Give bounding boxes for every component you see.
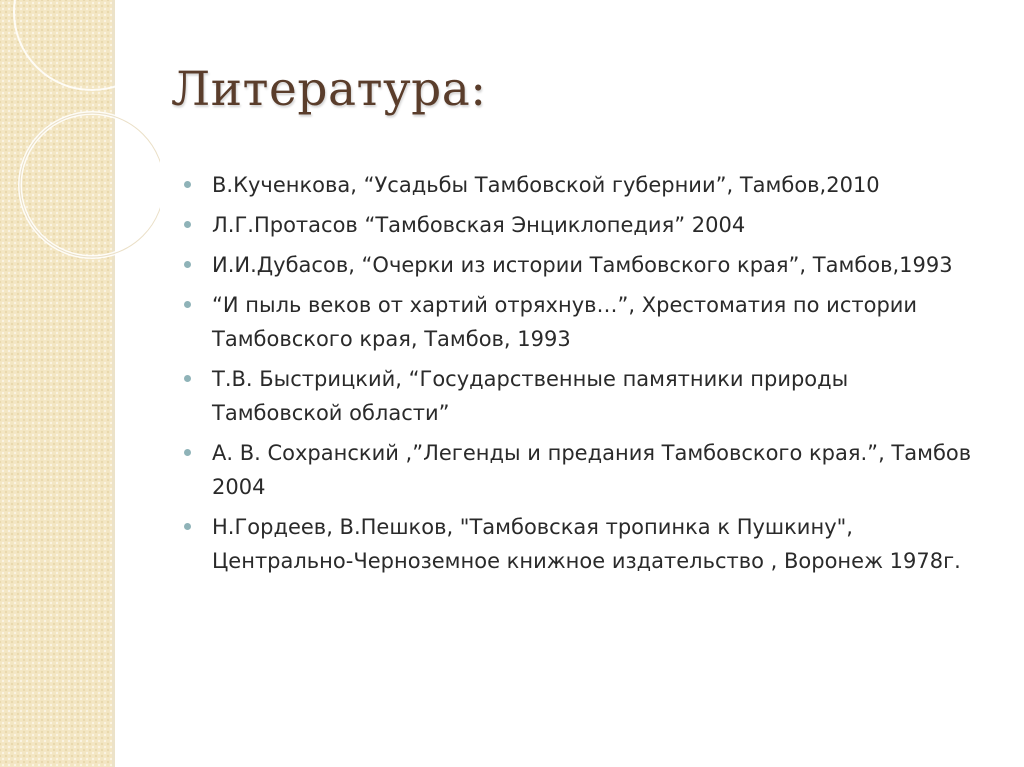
bullet-icon — [184, 375, 191, 382]
bibliography-list — [180, 168, 980, 584]
decorative-circle-middle-shadow — [20, 113, 160, 257]
list-item — [180, 288, 980, 356]
decorative-circle-top — [14, 0, 160, 90]
slide-title: Литература: — [171, 62, 487, 117]
list-item-text: И.И.Дубасов, “Очерки из истории Тамбовского края”, Тамбов,1993 — [212, 253, 953, 277]
bullet-icon — [184, 301, 191, 308]
list-item — [180, 168, 980, 202]
bullet-icon — [184, 181, 191, 188]
bullet-icon — [184, 449, 191, 456]
list-item — [180, 436, 980, 504]
bullet-icon — [184, 261, 191, 268]
list-item — [180, 362, 980, 430]
list-item-text: В.Кученкова, “Усадьбы Тамбовской губернии”, Тамбов,2010 — [212, 173, 880, 197]
bullet-icon — [184, 523, 191, 530]
list-item-text: Н.Гордеев, В.Пешков, "Тамбовская тропинка к Пушкину", Центрально-Черноземное книжное издательство , Воронеж 1978г. — [212, 515, 961, 573]
list-item — [180, 510, 980, 578]
list-item-text: Т.В. Быстрицкий, “Государственные памятники природы Тамбовской области” — [212, 367, 849, 425]
decorative-circles — [0, 0, 160, 260]
bullet-icon — [184, 221, 191, 228]
list-item-text: Л.Г.Протасов “Тамбовская Энциклопедия” 2004 — [212, 213, 746, 237]
list-item-text: “И пыль веков от хартий отряхнув…”, Хрестоматия по истории Тамбовского края, Тамбов, 1993 — [212, 293, 918, 351]
list-item-text: А. В. Сохранский ,”Легенды и предания Тамбовского края.”, Тамбов 2004 — [212, 441, 972, 499]
list-item — [180, 248, 980, 282]
list-item — [180, 208, 980, 242]
